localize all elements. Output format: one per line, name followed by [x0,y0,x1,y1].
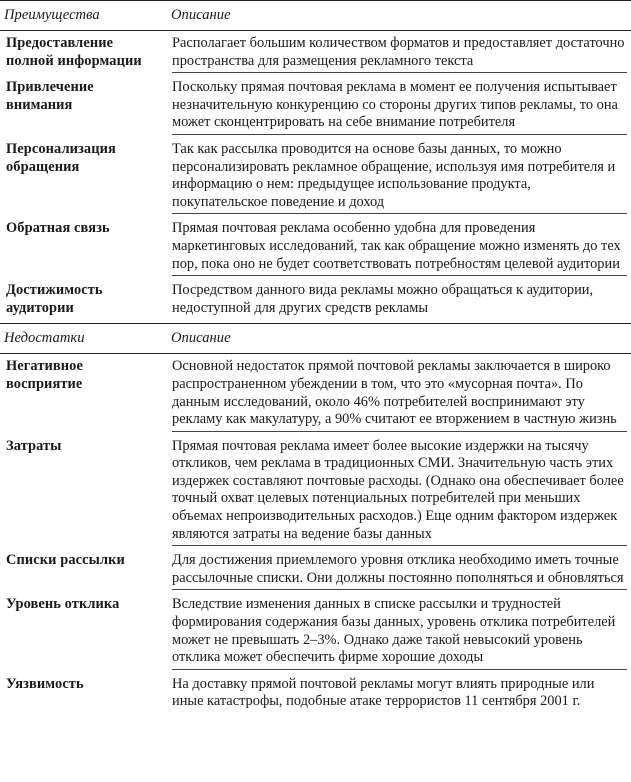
row-name: Негативное восприятие [6,358,83,392]
row-name: Уязвимость [6,675,84,692]
row-desc: Поскольку прямая почтовая реклама в момент ее получения испытывает незначительную конкуренцию со стороны других типов рекламы, то она может сконцентрировать на себе внимание потребителя [172,79,627,135]
row-desc: Так как рассылка проводится на основе базы данных, то можно персонализировать рекламное обращение, используя имя потребителя и информацию о нем: предыдущее использование продукта, покупательское поведение и доход [172,141,627,214]
row-name: Предоставление полной информации [6,35,142,69]
row-name: Обратная связь [6,220,110,237]
row-desc: Прямая почтовая реклама особенно удобна для проведения маркетинговых исследований, так как обращение можно изменять до тех пор, пока оно не будет соответствовать потребностям целевой аудитории [172,220,627,276]
row-desc: Прямая почтовая реклама имеет более высокие издержки на тысячу откликов, чем реклама в традиционных СМИ. Значительную часть этих издержек составляют почтовые расходы. (Однако она обеспечивает более точный охват целевых потенциальных потребителей при меньших объемах непроизводительных расходов.) Еще одним фактором издержек являются затраты на ведение базы данных [172,438,627,547]
row-desc: Основной недостаток прямой почтовой рекламы заключается в широко распространенном убеждении в том, что это «мусорная почта». По данным исследований, около 46% потребителей воспринимают эту рекламу как макулатуру, а 90% считают ее вторжением в частную жизнь [172,358,627,431]
advantages-header-desc: Описание [165,1,631,31]
table-row [0,548,631,592]
table-row [0,354,631,434]
row-desc: Располагает большим количеством форматов и предоставляет достаточно пространства для размещения рекламного текста [172,35,627,73]
table-row [0,31,631,76]
row-name: Списки рассылки [6,552,125,569]
disadvantages-header-row [0,324,631,354]
advantages-header-name: Преимущества [0,1,165,31]
row-name: Затраты [6,437,62,454]
row-name: Достижимость аудитории [6,282,103,316]
table-row [0,672,631,717]
disadvantages-header-desc: Описание [165,324,631,354]
row-desc: Для достижения приемлемого уровня отклика необходимо иметь точные рассылочные списки. Они должны постоянно пополняться и обновляться [172,552,627,590]
advantages-header-row [0,1,631,31]
row-desc: На доставку прямой почтовой рекламы могут влиять природные или иные катастрофы, подобные атаке террористов 11 сентября 2001 г. [172,675,595,710]
table-row [0,137,631,216]
row-name: Персонализация обращения [6,140,116,175]
row-desc: Посредством данного вида рекламы можно обращаться к аудитории, недоступной для других средств рекламы [172,282,594,316]
row-desc: Вследствие изменения данных в списке рассылки и трудностей формирования содержания базы данных, уровень отклика потребителей может не превышать 2–3%. Однако даже такой невысокий уровень отклика может обеспечить фирме хорошие доходы [172,596,627,669]
disadvantages-header-name: Недостатки [0,324,165,354]
row-name: Привлечение внимания [6,79,94,113]
table-row [0,75,631,137]
table-row [0,216,631,278]
table-row [0,434,631,549]
table-row [0,592,631,671]
table-row [0,278,631,324]
row-name: Уровень отклика [6,596,120,613]
